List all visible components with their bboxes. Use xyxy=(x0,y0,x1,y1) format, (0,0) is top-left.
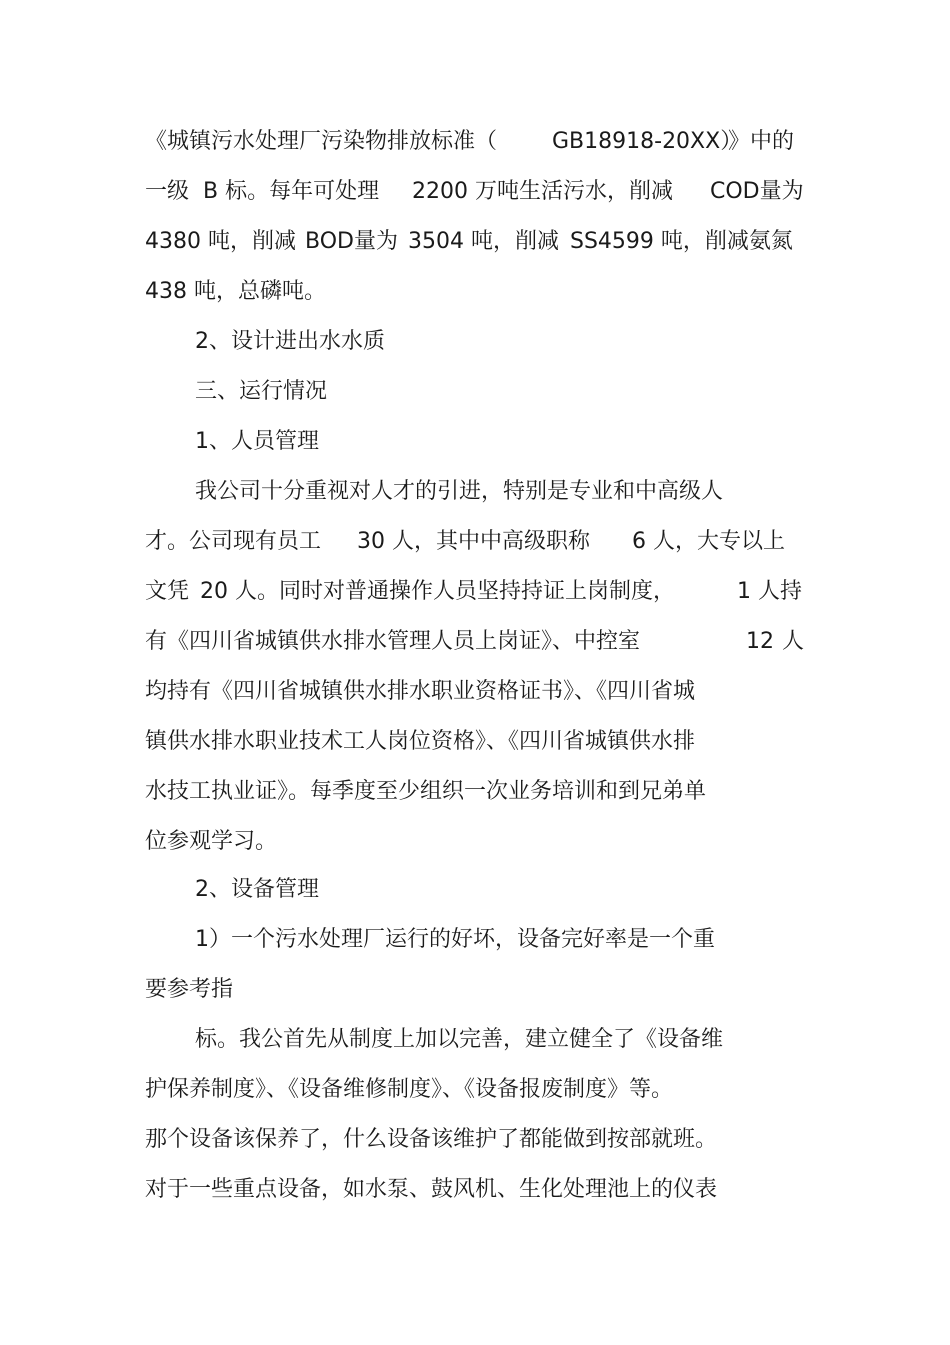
text-segment: 1 人持 xyxy=(737,579,802,604)
text-line-21 xyxy=(0,1125,718,1155)
text-line-20 xyxy=(0,1075,674,1105)
text-segment: 镇供水排水职业技术工人岗位资格》、《四川省城镇供水排 xyxy=(145,729,696,754)
text-line-6 xyxy=(0,377,328,407)
text-segment: 要参考指 xyxy=(145,977,234,1002)
text-line-15 xyxy=(0,827,278,857)
text-line-11 xyxy=(0,627,805,657)
text-line-4 xyxy=(0,277,326,307)
text-line-7 xyxy=(0,427,319,457)
text-line-12 xyxy=(0,677,696,707)
text-segment: 文凭 xyxy=(145,579,190,604)
text-segment: 我公司十分重视对人才的引进，特别是专业和中高级人 xyxy=(195,479,724,504)
section-heading: 三、运行情况 xyxy=(195,379,328,404)
text-line-22 xyxy=(0,1175,718,1205)
text-segment: 12 xyxy=(746,629,774,654)
section-heading: 1、人员管理 xyxy=(195,429,319,454)
section-heading: 2、设备管理 xyxy=(195,877,319,902)
text-segment: 那个设备该保养了，什么设备该维护了都能做到按部就班。 xyxy=(145,1127,718,1152)
text-segment: 才。公司现有员工 xyxy=(145,529,322,554)
text-line-8 xyxy=(0,477,724,507)
text-segment: GB18918-20XX） xyxy=(552,129,743,154)
text-segment: BOD量为 xyxy=(305,229,398,254)
text-segment: 水技工执业证》。每季度至少组织一次业务培训和到兄弟单 xyxy=(145,779,707,804)
text-line-2 xyxy=(0,177,804,207)
text-line-16 xyxy=(0,875,319,905)
text-segment: 20 人。同时对普通操作人员坚持持证上岗制度， xyxy=(200,579,675,604)
text-segment: 30 人，其中中高级职称 xyxy=(357,529,590,554)
section-heading: 2、设计进出水水质 xyxy=(195,329,385,354)
text-line-1 xyxy=(0,127,795,157)
text-line-17 xyxy=(0,925,715,955)
text-segment: 有《四川省城镇供水排水管理人员上岗证》、中控室 xyxy=(145,629,641,654)
text-line-14 xyxy=(0,777,707,807)
text-segment: 4380 吨，削减 xyxy=(145,229,296,254)
text-segment: 3504 吨，削减 xyxy=(408,229,559,254)
text-segment: B 标。每年可处理 xyxy=(203,179,380,204)
text-line-9 xyxy=(0,527,785,557)
text-line-19 xyxy=(0,1025,724,1055)
text-line-10 xyxy=(0,577,802,607)
text-segment: 438 吨，总磷吨。 xyxy=(145,279,326,304)
text-segment: 标。我公首先从制度上加以完善，建立健全了《设备维 xyxy=(195,1027,724,1052)
text-line-5 xyxy=(0,327,385,357)
text-segment: 《城镇污水处理厂污染物排放标准（ xyxy=(145,129,498,154)
text-segment: 位参观学习。 xyxy=(145,829,278,854)
text-segment: 均持有《四川省城镇供水排水职业资格证书》、《四川省城 xyxy=(145,679,696,704)
text-segment: 护保养制度》、《设备维修制度》、《设备报废制度》等。 xyxy=(145,1077,674,1102)
text-segment: 对于一些重点设备，如水泵、鼓风机、生化处理池上的仪表 xyxy=(145,1177,718,1202)
text-segment: 一级 xyxy=(145,179,190,204)
text-segment: COD量为 xyxy=(710,179,804,204)
text-segment: 人 xyxy=(782,629,805,654)
text-segment: 》中的 xyxy=(728,129,795,154)
text-line-18 xyxy=(0,975,234,1005)
text-line-13 xyxy=(0,727,696,757)
text-line-3 xyxy=(0,227,793,257)
text-segment: 2200 万吨生活污水，削减 xyxy=(412,179,673,204)
text-segment: 6 人，大专以上 xyxy=(632,529,785,554)
text-segment: SS4599 吨，削减氨氮 xyxy=(570,229,793,254)
text-segment: 1）一个污水处理厂运行的好坏，设备完好率是一个重 xyxy=(195,927,715,952)
